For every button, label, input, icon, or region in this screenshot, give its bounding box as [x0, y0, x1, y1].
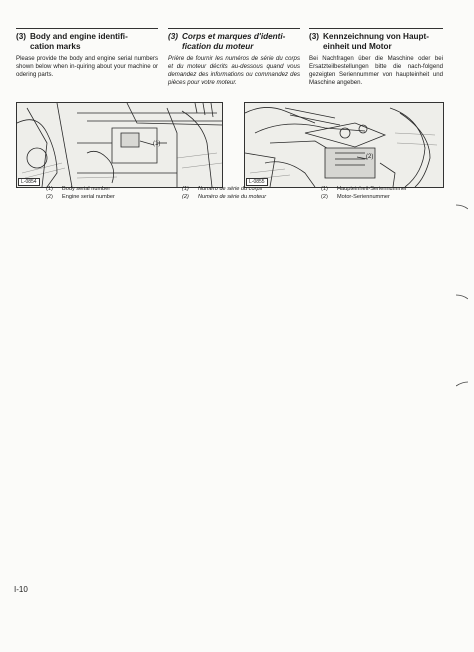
legend-de	[321, 185, 407, 201]
engine-sketch	[245, 103, 443, 187]
section-french	[168, 28, 300, 87]
legend-label: Engine serial number	[62, 194, 115, 200]
legend-item	[46, 193, 115, 201]
section-number: (3)	[309, 32, 320, 41]
legend-label: Motor-Seriennummer	[337, 194, 390, 200]
figure-code: L-0855	[246, 178, 268, 186]
section-number: (3)	[168, 32, 179, 41]
body-text-en: Please provide the body and engine serial numbers shown below when in-quiring about your machine or odering parts.	[16, 55, 158, 78]
body-text-fr: Prière de fournir les numéros de série du corps et du moteur décrits au-dessous quand vous demandez des informations ou commandez des pièces pour votre moteur.	[168, 55, 300, 86]
machine-sketch	[17, 103, 222, 187]
body-text-de: Bei Nachfragen über die Maschine oder bei Ersatzteilbestellungen bitte die nach-folgend gezeigten Seriennummer von haupteinheit und Maschine angeben.	[309, 55, 443, 86]
legend-item	[321, 185, 407, 193]
section-german	[309, 28, 443, 87]
figure-code: L-0854	[18, 178, 40, 186]
figure-body-serial	[16, 102, 223, 188]
legend-en	[46, 185, 115, 201]
section-english	[16, 28, 158, 79]
callout-2: (2)	[366, 154, 374, 160]
legend-number: (2)	[46, 194, 53, 200]
legend-item	[321, 193, 407, 201]
binding-mark	[456, 294, 468, 300]
legend-number: (1)	[182, 186, 189, 192]
legend-label: Body serial number	[62, 186, 111, 192]
heading-line-1: Body and engine identifi-	[30, 32, 128, 41]
section-heading-en	[16, 32, 158, 52]
legend-label: Haupteinheit-Seriennummer	[337, 186, 407, 192]
binding-mark	[456, 381, 468, 387]
heading-line-2: fication du moteur	[182, 42, 254, 51]
heading-line-2: cation marks	[30, 42, 81, 51]
heading-line-2: einheit und Motor	[323, 42, 392, 51]
legend-label: Numéro de série du moteur	[198, 194, 267, 200]
legend-number: (2)	[321, 194, 328, 200]
section-heading-fr	[168, 32, 300, 52]
heading-line-1: Kennzeichnung von Haupt-	[323, 32, 429, 41]
legend-item	[46, 185, 115, 193]
legend-number: (1)	[46, 186, 53, 192]
section-heading-de	[309, 32, 443, 52]
legend-number: (2)	[182, 194, 189, 200]
legend-number: (1)	[321, 186, 328, 192]
heading-line-1: Corps et marques d'identi-	[182, 32, 286, 41]
callout-1: (1)	[153, 141, 161, 147]
legend-label: Numéro de série du corps	[198, 186, 263, 192]
legend-item	[182, 193, 266, 201]
section-number: (3)	[16, 32, 27, 41]
page-number: I-10	[14, 585, 28, 594]
binding-mark	[456, 204, 468, 210]
figure-engine-serial	[244, 102, 444, 188]
legend-item	[182, 185, 266, 193]
legend-fr	[182, 185, 266, 201]
